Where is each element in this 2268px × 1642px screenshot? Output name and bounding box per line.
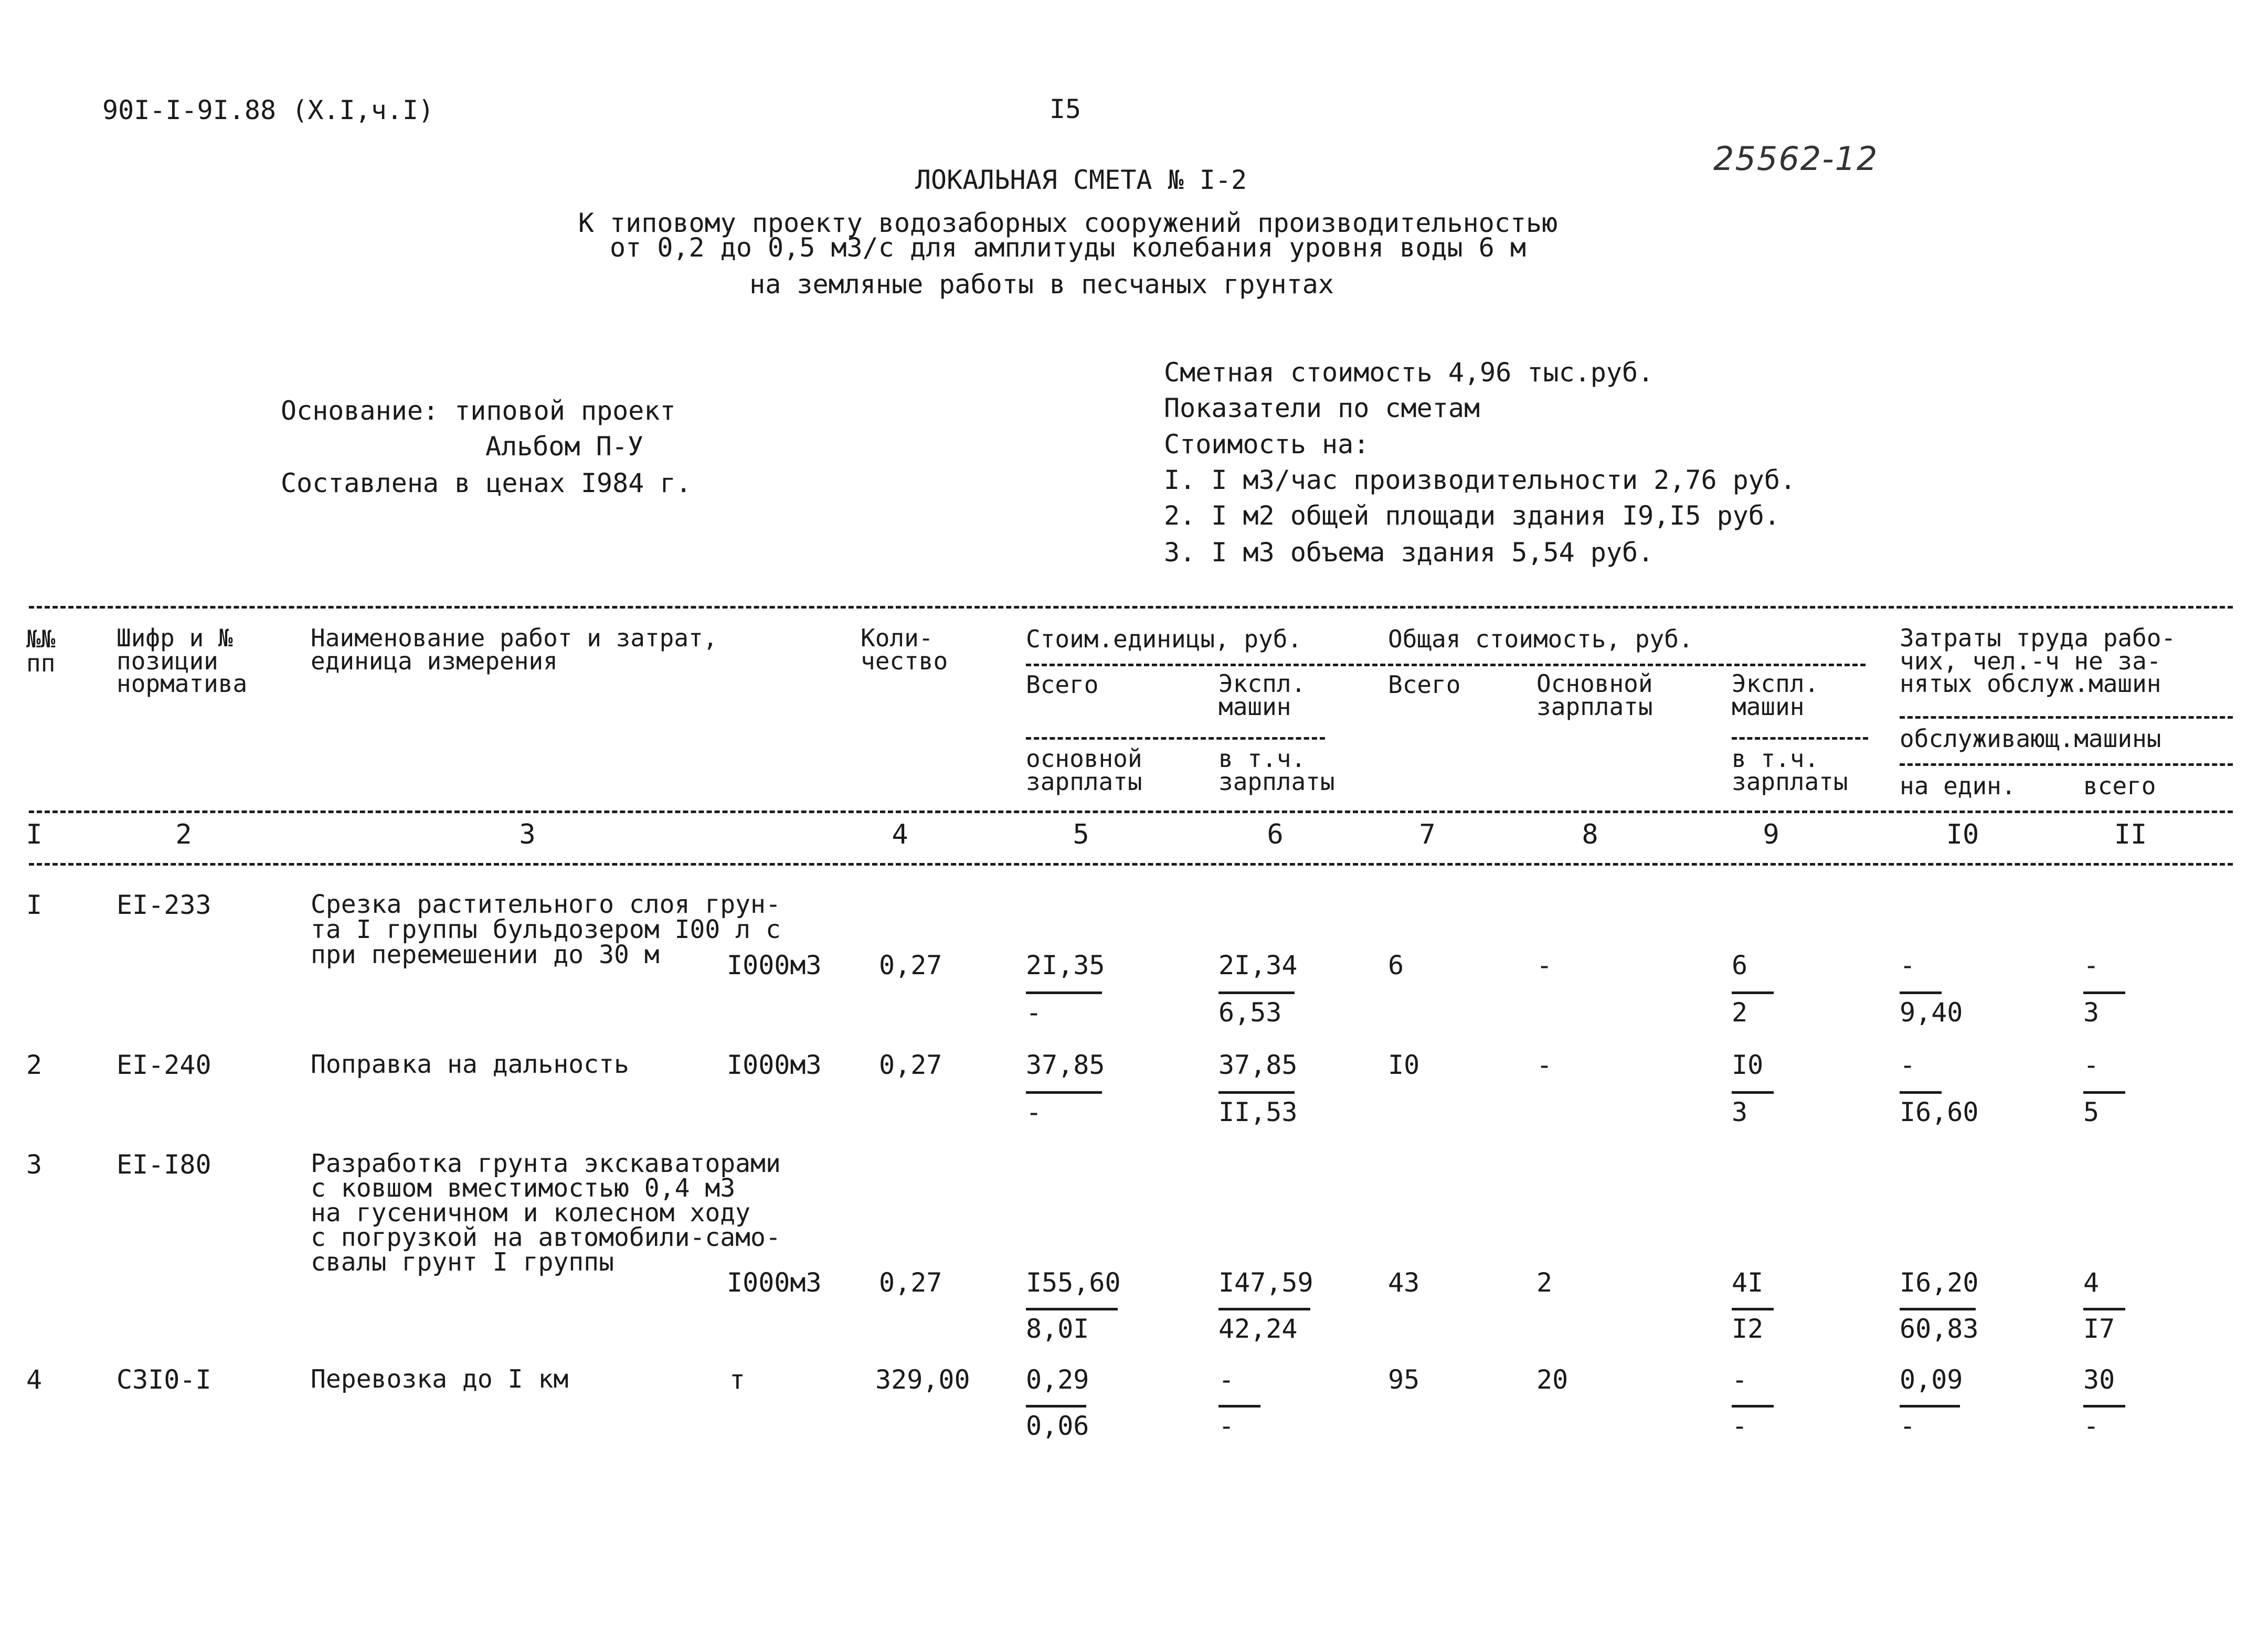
row-4-number: 4 [26,1364,43,1395]
fraction-rule [1732,991,1774,994]
header-servicing: обслуживающ.машины [1900,724,2161,753]
row-4-name: Перевозка до I км [311,1364,569,1394]
row-1-code: EI-233 [116,890,211,920]
row-2-quantity: 0,27 [879,1050,942,1080]
summary-item-1: I. I м3/час производительности 2,76 руб. [1164,465,1796,495]
row-1-c5: 2I,35 [1026,950,1105,980]
row-3-c10b: 60,83 [1900,1314,1979,1344]
row-2-c11b: 5 [2083,1097,2100,1127]
page-number: I5 [1049,94,1082,124]
row-2-unit: I000м3 [727,1050,822,1080]
header-quantity: Коли- чество [861,624,948,675]
fraction-rule [1026,1405,1086,1408]
row-1-c6b: 6,53 [1218,997,1282,1028]
row-3-c9: 4I [1732,1267,1764,1298]
row-2-c7: I0 [1388,1050,1420,1080]
header-total-7: Всего [1388,670,1461,699]
fraction-rule [2083,1091,2125,1094]
row-3-name: Разработка грунта экскаваторами с ковшом вместимостью 0,4 м3 на гусеничном и колесном ходу с погрузкой на автомобили-само- свалы грунт I группы [311,1149,781,1277]
row-1-name: Срезка растительного слоя грун- та I группы бульдозером I00 л с при перемешении до 30 м [311,890,781,969]
col-numbers-rule [29,863,2233,866]
row-2-c10b: I6,60 [1900,1097,1979,1127]
row-2-c9: I0 [1732,1050,1764,1080]
header-basic-8: Основной зарплаты [1536,669,1653,721]
fraction-rule [2083,1405,2125,1408]
header-rule-4 [1732,737,1868,740]
row-1-quantity: 0,27 [879,950,942,980]
header-work-name: Наименование работ и затрат, единица измерения [311,624,718,675]
row-3-c6: I47,59 [1218,1267,1313,1298]
handwritten-number: 25562-12 [1713,140,1879,178]
fraction-rule [1732,1405,1774,1408]
header-code: Шифр и № позиции норматива [116,624,248,698]
header-total-cost: Общая стоимость, руб. [1388,625,1693,653]
basis-line-2: Альбом П-У [485,431,644,462]
col-number: 3 [519,819,536,850]
row-2-c6: 37,85 [1218,1050,1298,1080]
header-incl-9b: в т.ч. зарплаты [1732,744,1848,796]
row-1-c8: - [1536,950,1553,980]
col-number: I0 [1946,819,1979,850]
document-code: 90I-I-9I.88 (X.I,ч.I) [102,95,434,125]
row-3-c5: I55,60 [1026,1267,1121,1298]
row-3-c11b: I7 [2083,1314,2115,1344]
row-1-c10b: 9,40 [1900,997,1963,1028]
row-1-c7: 6 [1388,950,1404,980]
header-rule-3 [1026,737,1325,740]
row-2-c9b: 3 [1732,1097,1748,1127]
row-4-c8: 20 [1536,1364,1568,1395]
row-4-c10: 0,09 [1900,1364,1963,1395]
fraction-rule [2083,1308,2125,1310]
row-2-name: Поправка на дальность [311,1050,629,1079]
row-4-unit: т [729,1364,746,1395]
col-number: 6 [1267,819,1284,850]
col-number: 2 [175,819,192,850]
header-total-11: всего [2083,772,2156,800]
row-1-c11: - [2083,950,2100,980]
header-rule-1 [1026,664,1866,666]
row-1-c11b: 3 [2083,997,2100,1028]
summary-cost: Сметная стоимость 4,96 тыс.руб. [1164,357,1654,388]
summary-item-3: 3. I м3 объема здания 5,54 руб. [1164,537,1654,568]
fraction-rule [2083,991,2125,994]
header-rule-2 [1900,716,2233,719]
header-expl-6: Экспл. машин [1218,669,1306,721]
row-3-c8: 2 [1536,1267,1553,1298]
header-bottom-rule [29,811,2233,813]
row-4-c11b: - [2083,1411,2100,1441]
row-4-c9b: - [1732,1411,1748,1441]
row-2-c5: 37,85 [1026,1050,1105,1080]
header-incl-6b: в т.ч. зарплаты [1218,744,1335,796]
col-number: 7 [1419,819,1436,850]
fraction-rule [1026,1308,1118,1310]
fraction-rule [1026,991,1102,994]
row-4-quantity: 329,00 [875,1364,970,1395]
col-number: I [26,819,43,850]
row-4-c5: 0,29 [1026,1364,1089,1395]
title-line-3: на земляные работы в песчаных грунтах [749,269,1334,300]
row-3-c9b: I2 [1732,1314,1764,1344]
row-4-code: СЗI0-I [116,1364,211,1395]
row-2-c11: - [2083,1050,2100,1080]
header-total-5: Всего [1026,670,1099,699]
fraction-rule [1218,991,1295,994]
title-line-1: К типовому проекту водозаборных сооружений производительностью [578,208,1558,238]
header-labor: Затраты труда рабо- чих, чел.-ч не за- нятых обслуж.машин [1900,624,2176,698]
table-top-rule [29,606,2233,609]
fraction-rule [1218,1091,1295,1094]
row-1-c9: 6 [1732,950,1748,980]
col-number: 4 [892,819,908,850]
row-1-c6: 2I,34 [1218,950,1298,980]
header-per-unit: на един. [1900,772,2016,800]
basis-line-3: Составлена в ценах I984 г. [281,468,692,498]
basis-line-1: Основание: типовой проект [281,396,676,426]
row-1-c10: - [1900,950,1916,980]
fraction-rule [1026,1091,1102,1094]
row-4-c7: 95 [1388,1364,1420,1395]
row-2-c10: - [1900,1050,1916,1080]
col-number: 9 [1763,819,1779,850]
fraction-rule [1900,1091,1942,1094]
estimate-title: ЛОКАЛЬНАЯ СМЕТА № I-2 [915,165,1247,195]
row-2-number: 2 [26,1050,43,1080]
fraction-rule [1732,1091,1774,1094]
row-4-c11: 30 [2083,1364,2115,1395]
fraction-rule [1900,1405,1960,1408]
header-expl-9: Экспл. машин [1732,669,1819,721]
row-1-number: I [26,890,43,920]
row-4-c10b: - [1900,1411,1916,1441]
row-2-c5b: - [1026,1097,1042,1127]
row-3-unit: I000м3 [727,1267,822,1298]
header-unit-cost: Стоим.единицы, руб. [1026,625,1302,653]
col-number: II [2114,819,2147,850]
fraction-rule [1900,991,1942,994]
row-4-c6b: - [1218,1411,1235,1441]
row-3-quantity: 0,27 [879,1267,942,1298]
row-3-code: EI-I80 [116,1149,211,1180]
col-number: 8 [1582,819,1598,850]
row-2-code: EI-240 [116,1050,211,1080]
row-3-c6b: 42,24 [1218,1314,1298,1344]
fraction-rule [1218,1308,1310,1310]
row-3-number: 3 [26,1149,43,1180]
row-2-c8: - [1536,1050,1553,1080]
row-3-c5b: 8,0I [1026,1314,1089,1344]
summary-item-2: 2. I м2 общей площади здания I9,I5 руб. [1164,500,1780,531]
summary-indicators: Показатели по сметам [1164,393,1480,423]
row-1-c9b: 2 [1732,997,1748,1028]
fraction-rule [1732,1308,1774,1310]
header-rule-5 [1900,763,2233,766]
title-line-2: от 0,2 до 0,5 м3/с для амплитуды колебания уровня воды 6 м [610,232,1526,263]
row-3-c10: I6,20 [1900,1267,1979,1298]
fraction-rule [1900,1308,1976,1310]
header-row-number: №№ пп [26,625,56,677]
row-3-c7: 43 [1388,1267,1420,1298]
fraction-rule [1218,1405,1260,1408]
row-4-c5b: 0,06 [1026,1411,1089,1441]
header-basic-5b: основной зарплаты [1026,744,1142,796]
col-number: 5 [1073,819,1089,850]
row-3-c11: 4 [2083,1267,2100,1298]
row-4-c6: - [1218,1364,1235,1395]
row-2-c6b: II,53 [1218,1097,1298,1127]
row-1-c5b: - [1026,997,1042,1028]
row-4-c9: - [1732,1364,1748,1395]
row-1-unit: I000м3 [727,950,822,980]
summary-cost-for: Стоимость на: [1164,429,1370,460]
